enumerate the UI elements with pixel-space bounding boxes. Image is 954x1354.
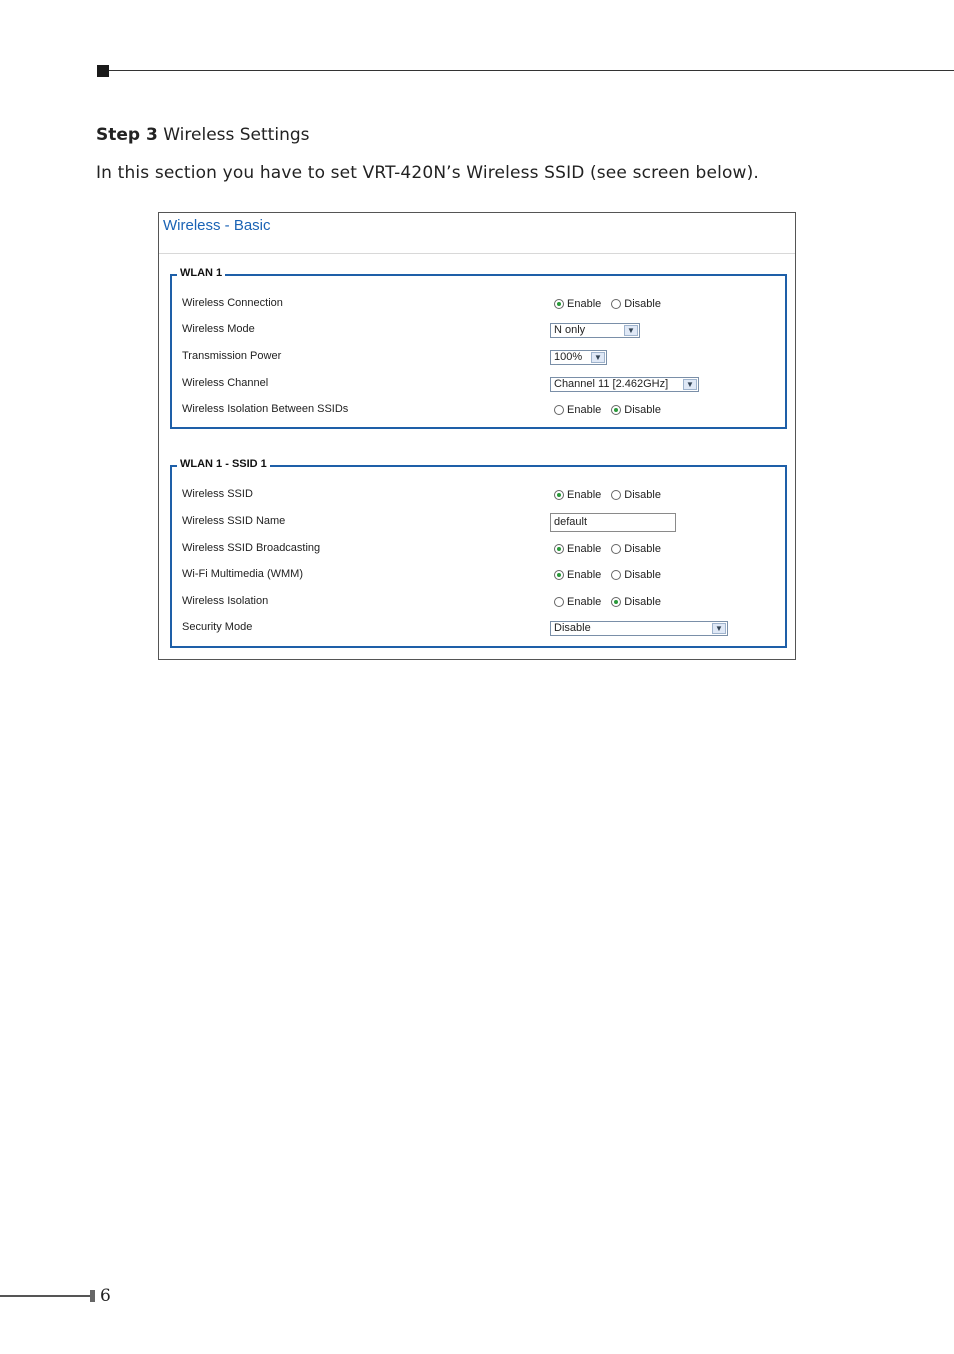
- step-title: Wireless Settings: [163, 125, 310, 145]
- ssid-name-row: [172, 512, 785, 532]
- step-label: Step 3: [96, 125, 158, 145]
- wireless-isolation-enable-radio[interactable]: [554, 597, 564, 607]
- select-value: Channel 11 [2.462GHz]: [554, 377, 669, 390]
- radio-label: Disable: [624, 569, 661, 581]
- radio-label: Disable: [624, 543, 661, 555]
- select-value: N only: [554, 323, 586, 336]
- radio-label: Disable: [624, 298, 661, 310]
- wireless-isolation-disable-radio[interactable]: [611, 597, 621, 607]
- isolation-between-ssids-row: [172, 400, 785, 420]
- wireless-ssid-enable-radio[interactable]: [554, 490, 564, 500]
- ssid-broadcast-label: Wireless SSID Broadcasting: [182, 542, 321, 554]
- transmission-power-select[interactable]: [550, 350, 607, 365]
- header-square: [97, 65, 109, 77]
- chevron-down-icon[interactable]: ▼: [624, 325, 638, 336]
- isolation-between-ssids-label: Wireless Isolation Between SSIDs: [182, 403, 349, 415]
- chevron-down-icon[interactable]: ▼: [591, 352, 605, 363]
- ssid-broadcast-disable-radio[interactable]: [611, 544, 621, 554]
- radio-label: Enable: [567, 298, 602, 310]
- chevron-down-icon[interactable]: ▼: [683, 379, 697, 390]
- wireless-mode-row: [172, 320, 785, 340]
- wireless-ssid-disable-radio[interactable]: [611, 490, 621, 500]
- radio-label: Enable: [567, 404, 602, 416]
- wireless-connection-row: [172, 294, 785, 314]
- ssid-name-label: Wireless SSID Name: [182, 515, 286, 527]
- radio-label: Disable: [624, 596, 661, 608]
- select-value: 100%: [554, 350, 583, 363]
- wireless-connection-disable-radio[interactable]: [611, 299, 621, 309]
- wireless-isolation-label: Wireless Isolation: [182, 595, 269, 607]
- wmm-disable-radio[interactable]: [611, 570, 621, 580]
- wireless-connection-enable-radio[interactable]: [554, 299, 564, 309]
- wireless-ssid-row: [172, 485, 785, 505]
- wmm-enable-radio[interactable]: [554, 570, 564, 580]
- radio-label: Disable: [624, 404, 661, 416]
- header-rule: [109, 70, 954, 71]
- isolation-between-enable-radio[interactable]: [554, 405, 564, 415]
- isolation-between-disable-radio[interactable]: [611, 405, 621, 415]
- wmm-label: Wi-Fi Multimedia (WMM): [182, 568, 303, 580]
- wireless-ssid-label: Wireless SSID: [182, 488, 253, 500]
- radio-label: Enable: [567, 569, 602, 581]
- footer-mark: [90, 1290, 95, 1302]
- chevron-down-icon[interactable]: ▼: [712, 623, 726, 634]
- wireless-basic-screenshot: [158, 212, 796, 660]
- security-mode-label: Security Mode: [182, 621, 253, 633]
- security-mode-row: [172, 618, 785, 638]
- radio-label: Disable: [624, 489, 661, 501]
- wireless-isolation-row: [172, 592, 785, 612]
- footer-rule: [0, 1295, 90, 1297]
- step-heading: [96, 125, 310, 145]
- wireless-channel-row: [172, 374, 785, 394]
- radio-label: Enable: [567, 489, 602, 501]
- wireless-mode-select[interactable]: [550, 323, 640, 338]
- ssid-broadcast-enable-radio[interactable]: [554, 544, 564, 554]
- ssid1-fieldset: [170, 458, 787, 648]
- ssid-broadcast-row: [172, 539, 785, 559]
- title-divider: [159, 253, 795, 254]
- transmission-power-row: [172, 347, 785, 367]
- ssid-name-input[interactable]: default: [550, 513, 676, 532]
- wmm-row: [172, 565, 785, 585]
- page-number: 6: [100, 1286, 111, 1306]
- wireless-channel-label: Wireless Channel: [182, 377, 269, 389]
- radio-label: Enable: [567, 543, 602, 555]
- wireless-connection-label: Wireless Connection: [182, 297, 283, 309]
- security-mode-select[interactable]: [550, 621, 728, 636]
- page-title: Wireless - Basic: [163, 217, 271, 234]
- select-value: Disable: [554, 621, 591, 634]
- ssid1-legend: WLAN 1 - SSID 1: [177, 458, 270, 470]
- wlan1-legend: WLAN 1: [177, 267, 225, 279]
- wireless-mode-label: Wireless Mode: [182, 323, 255, 335]
- intro-paragraph: In this section you have to set VRT-420N’s Wireless SSID (see screen below).: [96, 163, 759, 183]
- transmission-power-label: Transmission Power: [182, 350, 282, 362]
- wireless-channel-select[interactable]: [550, 377, 699, 392]
- wlan1-fieldset: [170, 267, 787, 429]
- radio-label: Enable: [567, 596, 602, 608]
